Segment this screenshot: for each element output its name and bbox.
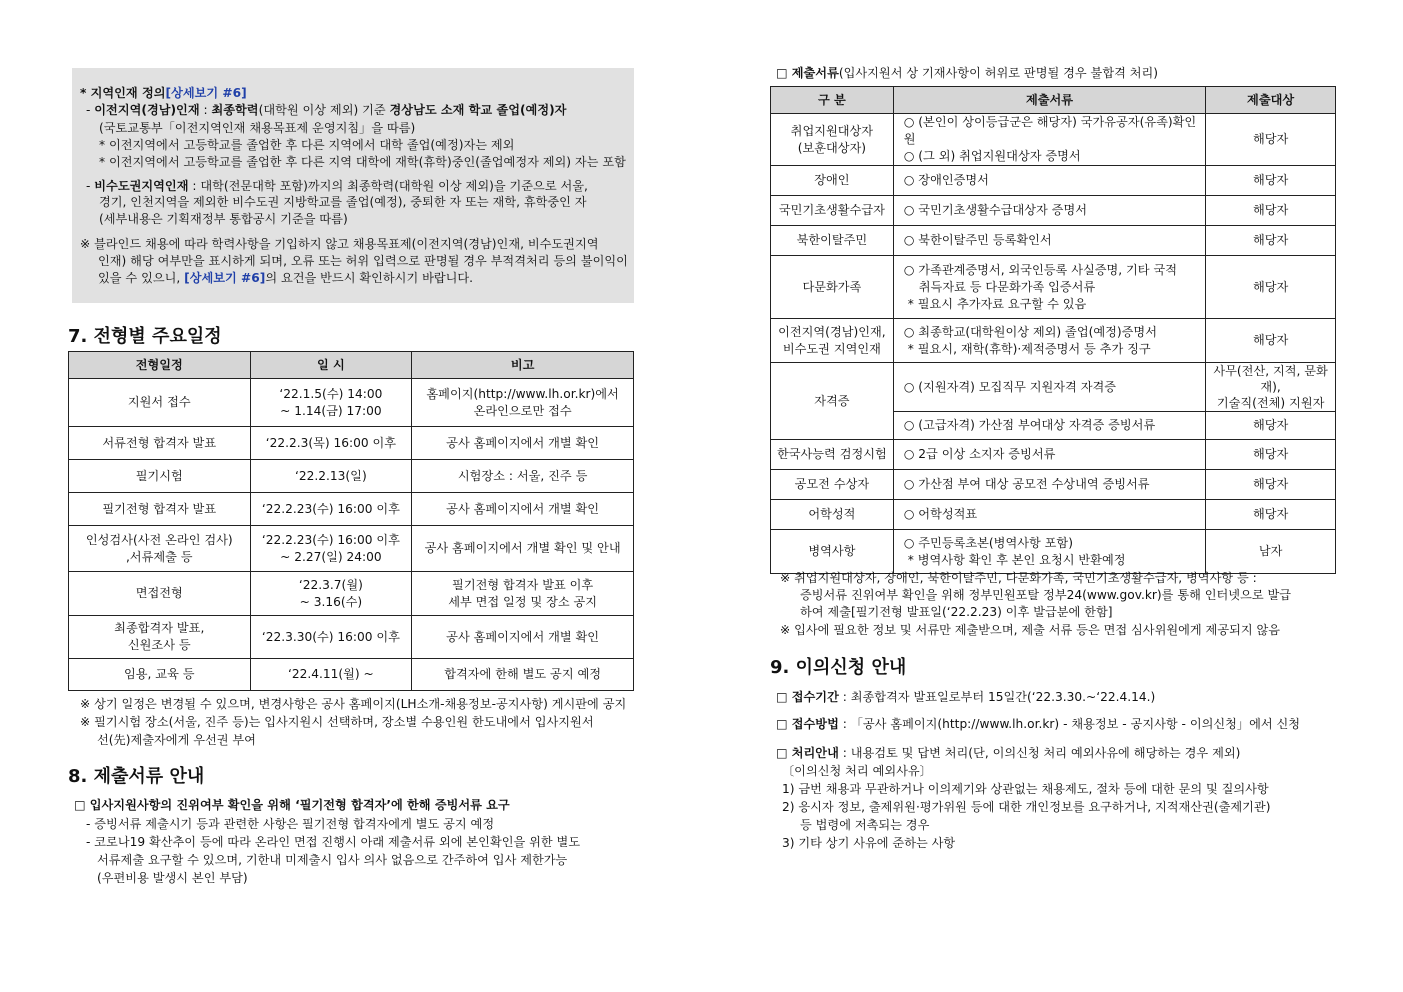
- docs-category: 다문화가족: [771, 256, 894, 319]
- docs-target: 남자: [1206, 530, 1336, 574]
- schedule-note-1: ※ 상기 일정은 변경될 수 있으며, 변경사항은 공사 홈페이지(LH소개-채용정보-공지사항) 게시판에 공지: [80, 697, 627, 711]
- docs-category: 공모전 수상자: [771, 470, 894, 500]
- schedule-note: 홈페이지(http://www.lh.or.kr)에서 온라인으로만 접수: [412, 379, 634, 427]
- schedule-stage: 필기전형 합격자 발표: [69, 493, 251, 526]
- definition-line-7: 경기, 인천지역을 제외한 비수도권 지방학교를 졸업(예정), 중퇴한 자 또는 재학, 휴학중인 자: [99, 195, 587, 209]
- docs-target: 해당자: [1206, 470, 1336, 500]
- section-9-title: 9. 이의신청 안내: [770, 657, 907, 678]
- definition-line-2: - 이전지역(경남)인재 : 최종학력(대학원 이상 제외) 기준 경상남도 소재 학교 졸업(예정)자: [86, 103, 567, 117]
- docs-target: 해당자: [1206, 166, 1336, 196]
- table-row: [771, 530, 1336, 574]
- section-8-bullet-2: - 코로나19 확산추이 등에 따라 온라인 면접 진행시 아래 제출서류 외에 본인확인을 위한 별도: [86, 835, 581, 849]
- schedule-datetime: ‘22.2.13(일): [250, 460, 412, 493]
- schedule-header-stage: 전형일정: [69, 352, 251, 379]
- schedule-datetime: ‘22.3.30(수) 16:00 이후: [250, 616, 412, 659]
- schedule-note-2-cont: 선(先)제출자에게 우선권 부여: [97, 733, 256, 747]
- docs-target: 해당자: [1206, 319, 1336, 363]
- schedule-header-datetime: 일 시: [250, 352, 412, 379]
- docs-category: 자격증: [771, 363, 894, 440]
- table-row: [771, 440, 1336, 470]
- schedule-table: [68, 351, 634, 691]
- schedule-datetime: ‘22.1.5(수) 14:00 ~ 1.14(금) 17:00: [250, 379, 412, 427]
- schedule-datetime: ‘22.3.7(월) ~ 3.16(수): [250, 572, 412, 616]
- table-row: [771, 114, 1336, 166]
- schedule-note: 공사 홈페이지에서 개별 확인: [412, 427, 634, 460]
- exception-2-cont: 등 법령에 저촉되는 경우: [800, 818, 930, 832]
- section-7-title: 7. 전형별 주요일정: [68, 326, 222, 347]
- exception-2: 2) 응시자 정보, 출제위원·평가위원 등에 대한 개인정보를 요구하거나, 지적재산권(출제기관): [782, 800, 1271, 814]
- docs-list: ○ 가산점 부여 대상 공모전 수상내역 증빙서류: [893, 470, 1205, 500]
- schedule-stage: 임용, 교육 등: [69, 659, 251, 691]
- definition-heading: * 지역인재 정의[상세보기 #6]: [80, 86, 247, 100]
- table-row: [771, 319, 1336, 363]
- objection-processing: □ 처리안내 : 내용검토 및 답변 처리(단, 이의신청 처리 예외사유에 해당하는 경우 제외): [776, 746, 1241, 760]
- definition-line-9: ※ 블라인드 채용에 따라 학력사항을 기입하지 않고 채용목표제(이전지역(경남)인재, 비수도권지역: [80, 237, 599, 251]
- objection-period: □ 접수기간 : 최종합격자 발표일로부터 15일간(‘22.3.30.~‘22.4.14.): [776, 690, 1156, 704]
- schedule-note: 시험장소 : 서울, 진주 등: [412, 460, 634, 493]
- schedule-stage: 면접전형: [69, 572, 251, 616]
- table-row: [69, 460, 634, 493]
- objection-method: □ 접수방법 : 「공사 홈페이지(http://www.lh.or.kr) - 채용정보 - 공지사항 - 이의신청」에서 신청: [776, 717, 1301, 731]
- docs-target: 해당자: [1206, 440, 1336, 470]
- schedule-stage: 인성검사(사전 온라인 검사) ,서류제출 등: [69, 526, 251, 572]
- table-row: [771, 166, 1336, 196]
- docs-list: ○ 어학성적표: [893, 500, 1205, 530]
- exception-title: 〔이의신청 처리 예외사유〕: [782, 764, 932, 778]
- docs-note-1: ※ 취업지원대상자, 장애인, 북한이탈주민, 다문화가족, 국민기초생활수급자, 병역사항 등 :: [780, 571, 1257, 585]
- docs-note-1-cont2: 하여 제출[필기전형 발표일(‘22.2.23) 이후 발급분에 한함]: [800, 605, 1113, 619]
- definition-line-8: (세부내용은 기획재정부 통합공시 기준을 따름): [99, 212, 348, 226]
- table-row: [69, 379, 634, 427]
- schedule-stage: 최종합격자 발표, 신원조사 등: [69, 616, 251, 659]
- schedule-datetime: ‘22.2.3(목) 16:00 이후: [250, 427, 412, 460]
- table-row: [69, 427, 634, 460]
- definition-line-4: * 이전지역에서 고등학교를 졸업한 후 다른 지역에서 대학 졸업(예정)자는 제외: [99, 138, 515, 152]
- exception-3: 3) 기타 상기 사유에 준하는 사항: [782, 836, 956, 850]
- section-8-subheading: □ 입사지원사항의 진위여부 확인을 위해 ‘필기전형 합격자’에 한해 증빙서류 요구: [74, 798, 510, 812]
- table-row: [771, 363, 1336, 412]
- docs-list: ○ 가족관계증명서, 외국인등록 사실증명, 기타 국적 취득자료 등 다문화가족 입증서류 * 필요시 추가자료 요구할 수 있음: [893, 256, 1205, 319]
- docs-target: 해당자: [1206, 256, 1336, 319]
- docs-target: 사무(전산, 지적, 문화재), 기술직(전체) 지원자: [1206, 363, 1336, 412]
- docs-target: 해당자: [1206, 412, 1336, 440]
- docs-target: 해당자: [1206, 114, 1336, 166]
- schedule-datetime: ‘22.4.11(월) ~: [250, 659, 412, 691]
- schedule-stage: 필기시험: [69, 460, 251, 493]
- schedule-note: 합격자에 한해 별도 공지 예정: [412, 659, 634, 691]
- table-row: [771, 226, 1336, 256]
- exception-1: 1) 금번 채용과 무관하거나 이의제기와 상관없는 채용제도, 절차 등에 대한 문의 및 질의사항: [782, 782, 1269, 796]
- docs-list: ○ 장애인증명서: [893, 166, 1205, 196]
- docs-target: 해당자: [1206, 226, 1336, 256]
- docs-header-target: 제출대상: [1206, 87, 1336, 114]
- schedule-stage: 서류전형 합격자 발표: [69, 427, 251, 460]
- detail-link[interactable]: [상세보기 #6]: [165, 86, 247, 100]
- section-8-bullet-2-cont2: (우편비용 발생시 본인 부담): [97, 871, 248, 885]
- docs-list: ○ 2급 이상 소지자 증빙서류: [893, 440, 1205, 470]
- table-row: [69, 616, 634, 659]
- docs-list: ○ 최종학교(대학원이상 제외) 졸업(예정)증명서 * 필요시, 재학(휴학)·제적증명서 등 추가 징구: [893, 319, 1205, 363]
- schedule-note: 공사 홈페이지에서 개별 확인: [412, 616, 634, 659]
- docs-category: 북한이탈주민: [771, 226, 894, 256]
- docs-header-category: 구 분: [771, 87, 894, 114]
- table-row: [771, 500, 1336, 530]
- table-row: [771, 196, 1336, 226]
- table-row: [69, 526, 634, 572]
- docs-note-2: ※ 입사에 필요한 정보 및 서류만 제출받으며, 제출 서류 등은 면접 심사위원에게 제공되지 않음: [780, 623, 1281, 637]
- schedule-note: 필기전형 합격자 발표 이후 세부 면접 일정 및 장소 공지: [412, 572, 634, 616]
- docs-list: ○ (고급자격) 가산점 부여대상 자격증 증빙서류: [893, 412, 1205, 440]
- documents-table: [770, 86, 1336, 574]
- docs-header-documents: 제출서류: [893, 87, 1205, 114]
- detail-link[interactable]: [상세보기 #6]: [184, 271, 266, 285]
- schedule-header-note: 비고: [412, 352, 634, 379]
- docs-heading: □ 제출서류(입사지원서 상 기재사항이 허위로 판명될 경우 불합격 처리): [776, 66, 1159, 80]
- docs-category: 어학성적: [771, 500, 894, 530]
- table-row: [69, 659, 634, 691]
- section-8-bullet-1: - 증빙서류 제출시기 등과 관련한 사항은 필기전형 합격자에게 별도 공지 예정: [86, 817, 495, 831]
- section-8-title: 8. 제출서류 안내: [68, 766, 205, 787]
- docs-category: 이전지역(경남)인재, 비수도권 지역인재: [771, 319, 894, 363]
- schedule-note: 공사 홈페이지에서 개별 확인: [412, 493, 634, 526]
- definition-line-6: - 비수도권지역인재 : 대학(전문대학 포함)까지의 최종학력(대학원 이상 제외)을 기준으로 서울,: [86, 179, 588, 193]
- schedule-note: 공사 홈페이지에서 개별 확인 및 안내: [412, 526, 634, 572]
- docs-category: 취업지원대상자 (보훈대상자): [771, 114, 894, 166]
- docs-target: 해당자: [1206, 500, 1336, 530]
- schedule-datetime: ‘22.2.23(수) 16:00 이후: [250, 493, 412, 526]
- schedule-note-2: ※ 필기시험 장소(서울, 진주 등)는 입사지원시 선택하며, 장소별 수용인원 한도내에서 입사지원서: [80, 715, 594, 729]
- docs-list: ○ 주민등록초본(병역사항 포함) * 병역사항 확인 후 본인 요청시 반환예정: [893, 530, 1205, 574]
- table-row: [771, 470, 1336, 500]
- docs-list: ○ 국민기초생활수급대상자 증명서: [893, 196, 1205, 226]
- docs-category: 병역사항: [771, 530, 894, 574]
- docs-note-1-cont: 증빙서류 진위여부 확인을 위해 정부민원포탈 정부24(www.gov.kr)를 통해 인터넷으로 발급: [800, 588, 1292, 602]
- definition-line-3: (국토교통부「이전지역인재 채용목표제 운영지침」을 따름): [99, 121, 416, 135]
- definition-line-5: * 이전지역에서 고등학교를 졸업한 후 다른 지역 대학에 재학(휴학)중인(졸업예정자 제외) 자는 포함: [99, 155, 626, 169]
- table-row: [771, 256, 1336, 319]
- table-row: [69, 493, 634, 526]
- docs-list: ○ (지원자격) 모집직무 지원자격 자격증: [893, 363, 1205, 412]
- schedule-datetime: ‘22.2.23(수) 16:00 이후 ~ 2.27(일) 24:00: [250, 526, 412, 572]
- docs-category: 한국사능력 검정시험: [771, 440, 894, 470]
- table-row: [69, 572, 634, 616]
- docs-list: ○ 북한이탈주민 등록확인서: [893, 226, 1205, 256]
- section-8-bullet-2-cont: 서류제출 요구할 수 있으며, 기한내 미제출시 입사 의사 없음으로 간주하여 입사 제한가능: [97, 853, 568, 867]
- definition-line-10: 인재) 해당 여부만을 표시하게 되며, 오류 또는 허위 입력으로 판명될 경우 부적격처리 등의 불이익이: [98, 254, 628, 268]
- docs-target: 해당자: [1206, 196, 1336, 226]
- definition-line-11: 있을 수 있으니, [상세보기 #6]의 요건을 반드시 확인하시기 바랍니다.: [98, 271, 474, 285]
- schedule-stage: 지원서 접수: [69, 379, 251, 427]
- docs-category: 장애인: [771, 166, 894, 196]
- docs-category: 국민기초생활수급자: [771, 196, 894, 226]
- docs-list: ○ (본인이 상이등급군은 해당자) 국가유공자(유족)확인원 ○ (그 외) 취업지원대상자 증명서: [893, 114, 1205, 166]
